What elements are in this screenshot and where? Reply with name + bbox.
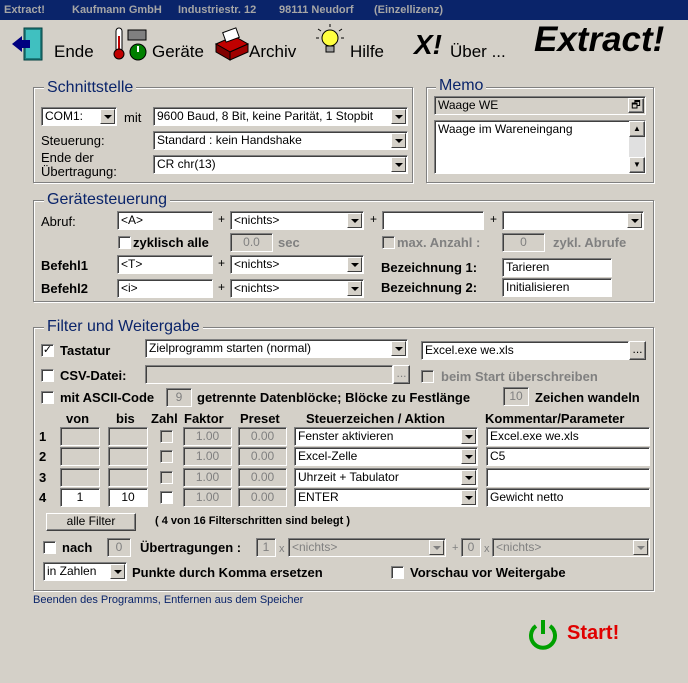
aktion-select[interactable] bbox=[294, 468, 478, 487]
von-input[interactable] bbox=[60, 447, 100, 466]
befehl2-input[interactable]: <i> bbox=[117, 279, 213, 298]
befehl1-combo[interactable] bbox=[230, 255, 364, 274]
abruf-combo-value: <nichts> bbox=[234, 213, 280, 227]
title-city: 98111 Neudorf bbox=[279, 4, 354, 16]
chevron-down-icon[interactable] bbox=[391, 109, 406, 124]
vorschau-checkbox[interactable] bbox=[391, 566, 404, 579]
archive-box-icon bbox=[212, 26, 250, 62]
nach-input[interactable]: 0 bbox=[107, 538, 131, 557]
preset-input[interactable]: 0.00 bbox=[238, 468, 287, 487]
schnittstelle-title: Schnittstelle bbox=[44, 79, 136, 97]
table-row bbox=[0, 427, 688, 447]
header-bis: bis bbox=[116, 411, 135, 426]
preset-input[interactable]: 0.00 bbox=[238, 447, 287, 466]
sec-label: sec bbox=[278, 235, 300, 250]
start-button[interactable] bbox=[526, 616, 636, 652]
zahl-checkbox[interactable] bbox=[160, 450, 173, 463]
faktor-input[interactable]: 1.00 bbox=[183, 488, 232, 507]
row-number: 1 bbox=[39, 429, 47, 444]
settings-value: 9600 Baud, 8 Bit, keine Parität, 1 Stopbit bbox=[157, 109, 374, 123]
vorschau-label: Vorschau vor Weitergabe bbox=[410, 565, 566, 580]
max-anzahl-input[interactable]: 0 bbox=[502, 233, 545, 252]
bez2-input[interactable]: Initialisieren bbox=[502, 278, 612, 297]
ascii-label: mit ASCII-Code bbox=[60, 390, 155, 405]
von-input[interactable] bbox=[60, 427, 100, 446]
befehl2-combo[interactable] bbox=[230, 279, 364, 298]
aktion-value: ENTER bbox=[298, 490, 339, 504]
bis-input[interactable] bbox=[108, 447, 148, 466]
max-anzahl-label: max. Anzahl : bbox=[397, 235, 481, 250]
abruf-label: Abruf: bbox=[41, 214, 76, 229]
table-row bbox=[0, 447, 688, 467]
bis-input[interactable] bbox=[108, 427, 148, 446]
hilfe-label: Hilfe bbox=[350, 42, 385, 61]
header-preset: Preset bbox=[240, 411, 280, 426]
max-anzahl-checkbox[interactable] bbox=[382, 236, 395, 249]
settings-select[interactable] bbox=[153, 107, 408, 126]
ende-der-label: Ende der bbox=[41, 150, 94, 165]
port-value: COM1: bbox=[45, 109, 84, 123]
chevron-down-icon[interactable] bbox=[627, 213, 642, 228]
aktion-select[interactable] bbox=[294, 427, 478, 446]
plus-label: + bbox=[218, 212, 226, 226]
chevron-down-icon[interactable] bbox=[391, 341, 406, 356]
abruf-extra-combo[interactable] bbox=[502, 211, 644, 230]
bez1-input[interactable]: Tarieren bbox=[502, 258, 612, 277]
filter-info: ( 4 von 16 Filterschritten sind belegt ) bbox=[155, 515, 350, 527]
zahl-checkbox[interactable] bbox=[160, 430, 173, 443]
x1-label: x bbox=[279, 543, 285, 555]
ascii-input[interactable]: 9 bbox=[166, 388, 192, 407]
uebertragung1-input[interactable]: 1 bbox=[256, 538, 276, 557]
chevron-down-icon[interactable] bbox=[391, 133, 406, 148]
punkte-label: Punkte durch Komma ersetzen bbox=[132, 565, 323, 580]
header-faktor: Faktor bbox=[184, 411, 224, 426]
row-number: 3 bbox=[39, 470, 47, 485]
aktion-select[interactable] bbox=[294, 447, 478, 466]
chevron-down-icon[interactable] bbox=[110, 564, 125, 579]
uebertragung2-input[interactable]: 0 bbox=[461, 538, 481, 557]
befehl2-combo-value: <nichts> bbox=[234, 281, 280, 295]
zeichen-label: Zeichen wandeln bbox=[535, 390, 640, 405]
hilfe-button[interactable] bbox=[314, 22, 394, 66]
power-icon bbox=[526, 618, 560, 652]
ende-select[interactable] bbox=[153, 155, 408, 174]
csv-input[interactable] bbox=[145, 365, 393, 384]
in-zahlen-select[interactable] bbox=[43, 562, 127, 581]
uebertragung-label: Übertragung: bbox=[41, 164, 117, 179]
row-number: 2 bbox=[39, 449, 47, 464]
uebertragung1-combo-value: <nichts> bbox=[292, 540, 338, 554]
title-street: Industriestr. 12 bbox=[178, 4, 257, 16]
scroll-down-icon[interactable]: ▼ bbox=[629, 157, 645, 173]
status-text: Beenden des Programms, Entfernen aus dem Speicher bbox=[33, 594, 304, 606]
archiv-label: Archiv bbox=[249, 42, 297, 61]
browse-button[interactable]: ... bbox=[629, 341, 646, 360]
plus2-label: + bbox=[452, 542, 459, 554]
device-thermometer-icon bbox=[112, 26, 152, 62]
plus-label: + bbox=[370, 212, 378, 226]
kommentar-input[interactable]: Excel.exe we.xls bbox=[486, 427, 650, 446]
port-select[interactable] bbox=[41, 107, 117, 126]
chevron-down-icon[interactable] bbox=[461, 490, 476, 505]
memo-title: Memo bbox=[436, 77, 486, 95]
befehl1-input[interactable]: <T> bbox=[117, 255, 213, 274]
svg-text:X!: X! bbox=[414, 29, 442, 60]
plus-label: + bbox=[218, 280, 226, 294]
ascii-checkbox[interactable] bbox=[41, 391, 54, 404]
window-restore-icon[interactable]: 🗗 bbox=[628, 98, 644, 113]
befehl1-combo-value: <nichts> bbox=[234, 257, 280, 271]
scroll-up-icon[interactable]: ▲ bbox=[629, 121, 645, 137]
von-input[interactable]: 1 bbox=[60, 488, 100, 507]
nach-label: nach bbox=[62, 540, 93, 555]
aktion-value: Uhrzeit + Tabulator bbox=[298, 470, 399, 484]
plus-label: + bbox=[490, 212, 498, 226]
beim-start-checkbox[interactable] bbox=[421, 370, 434, 383]
memo-text: Waage im Wareneingang bbox=[438, 122, 573, 136]
uebertragung1-combo[interactable] bbox=[288, 538, 446, 557]
csv-label: CSV-Datei: bbox=[60, 368, 127, 383]
chevron-down-icon[interactable] bbox=[461, 470, 476, 485]
memo-selected: Waage WE bbox=[438, 98, 499, 112]
chevron-down-icon[interactable] bbox=[429, 540, 444, 555]
brand-title: Extract! bbox=[534, 20, 665, 59]
table-row bbox=[0, 488, 688, 508]
ende-button[interactable] bbox=[10, 22, 100, 66]
bez2-label: Bezeichnung 2: bbox=[381, 280, 478, 295]
chevron-down-icon[interactable] bbox=[633, 540, 648, 555]
tastatur-label: Tastatur bbox=[60, 343, 111, 358]
header-von: von bbox=[66, 411, 90, 426]
chevron-down-icon[interactable] bbox=[100, 109, 115, 124]
kommentar-input[interactable]: Gewicht netto bbox=[486, 488, 650, 507]
uebertragungen-label: Übertragungen : bbox=[140, 540, 242, 555]
zielprogramm-select[interactable] bbox=[145, 339, 408, 358]
faktor-input[interactable]: 1.00 bbox=[183, 427, 232, 446]
abruf-combo[interactable] bbox=[230, 211, 364, 230]
befehl2-label: Befehl2 bbox=[41, 281, 88, 296]
faktor-input[interactable]: 1.00 bbox=[183, 447, 232, 466]
start-label: Start! bbox=[567, 622, 620, 644]
aktion-value: Excel-Zelle bbox=[298, 449, 358, 463]
chevron-down-icon[interactable] bbox=[461, 449, 476, 464]
title-company: Kaufmann GmbH bbox=[72, 4, 162, 16]
kommentar-input[interactable] bbox=[486, 468, 650, 487]
tastatur-checkbox[interactable]: ✓ bbox=[42, 344, 53, 356]
mit-label: mit bbox=[124, 110, 142, 125]
chevron-down-icon[interactable] bbox=[347, 213, 362, 228]
kommentar-input[interactable]: C5 bbox=[486, 447, 650, 466]
chevron-down-icon[interactable] bbox=[347, 281, 362, 296]
title-bar bbox=[0, 0, 688, 20]
uebertragung2-combo[interactable] bbox=[492, 538, 650, 557]
plus-label: + bbox=[218, 256, 226, 270]
filter-rows bbox=[0, 427, 688, 511]
steuerung-value: Standard : kein Handshake bbox=[157, 133, 302, 147]
header-kommentar: Kommentar/Parameter bbox=[485, 411, 625, 426]
aktion-value: Fenster aktivieren bbox=[298, 429, 394, 443]
excel-input[interactable]: Excel.exe we.xls bbox=[421, 341, 629, 360]
geraete-label: Geräte bbox=[152, 42, 204, 61]
abruf-extra-input[interactable] bbox=[382, 211, 484, 230]
memo-textarea[interactable] bbox=[434, 120, 646, 174]
befehl1-label: Befehl1 bbox=[41, 258, 88, 273]
preset-input[interactable]: 0.00 bbox=[238, 427, 287, 446]
header-zahl: Zahl bbox=[151, 411, 178, 426]
ende-value: CR chr(13) bbox=[157, 157, 216, 171]
memo-scrollbar[interactable] bbox=[629, 121, 645, 173]
zielprogramm-value: Zielprogramm starten (normal) bbox=[149, 341, 312, 355]
archiv-button[interactable] bbox=[212, 22, 302, 66]
ende-label: Ende bbox=[54, 42, 94, 61]
xi-logo-icon bbox=[412, 26, 446, 62]
faktor-input[interactable]: 1.00 bbox=[183, 468, 232, 487]
zahl-checkbox[interactable] bbox=[160, 471, 173, 484]
geraete-button[interactable] bbox=[112, 22, 212, 66]
abruf-input[interactable]: <A> bbox=[117, 211, 213, 230]
zykl-abrufe-label: zykl. Abrufe bbox=[553, 235, 627, 250]
aktion-select[interactable] bbox=[294, 488, 478, 507]
ueber-button[interactable] bbox=[412, 22, 522, 66]
title-license: (Einzellizenz) bbox=[374, 4, 444, 16]
x2-label: x bbox=[484, 543, 490, 555]
steuerung-select[interactable] bbox=[153, 131, 408, 150]
zahl-checkbox[interactable] bbox=[160, 491, 173, 504]
von-input[interactable] bbox=[60, 468, 100, 487]
ueber-label: Über ... bbox=[450, 42, 506, 61]
table-row bbox=[0, 468, 688, 488]
exit-door-icon bbox=[10, 26, 50, 62]
festlaenge-input[interactable]: 10 bbox=[503, 387, 529, 406]
title-app: Extract! bbox=[4, 4, 45, 16]
geraete-title: Gerätesteuerung bbox=[44, 191, 170, 209]
uebertragung2-combo-value: <nichts> bbox=[496, 540, 542, 554]
preset-input[interactable]: 0.00 bbox=[238, 488, 287, 507]
chevron-down-icon[interactable] bbox=[347, 257, 362, 272]
header-steuerzeichen: Steuerzeichen / Aktion bbox=[306, 411, 445, 426]
zyklisch-checkbox[interactable] bbox=[118, 236, 131, 249]
lightbulb-icon bbox=[314, 24, 346, 62]
bis-input[interactable]: 10 bbox=[108, 488, 148, 507]
zyklisch-label: zyklisch alle bbox=[133, 235, 209, 250]
beim-start-label: beim Start überschreiben bbox=[441, 369, 598, 384]
csv-browse-button[interactable]: ... bbox=[393, 365, 410, 384]
bis-input[interactable] bbox=[108, 468, 148, 487]
chevron-down-icon[interactable] bbox=[461, 429, 476, 444]
memo-select[interactable] bbox=[434, 96, 646, 115]
alle-filter-button[interactable]: alle Filter bbox=[46, 513, 136, 531]
nach-checkbox[interactable] bbox=[43, 541, 56, 554]
getrennte-label: getrennte Datenblöcke; Blöcke zu Festlänge bbox=[197, 390, 471, 405]
chevron-down-icon[interactable] bbox=[391, 157, 406, 172]
zyklisch-input[interactable]: 0.0 bbox=[230, 233, 273, 252]
in-zahlen-value: in Zahlen bbox=[47, 564, 97, 578]
steuerung-label: Steuerung: bbox=[41, 133, 105, 148]
csv-checkbox[interactable] bbox=[41, 369, 54, 382]
filter-title: Filter und Weitergabe bbox=[44, 318, 203, 336]
bez1-label: Bezeichnung 1: bbox=[381, 260, 478, 275]
row-number: 4 bbox=[39, 490, 47, 505]
